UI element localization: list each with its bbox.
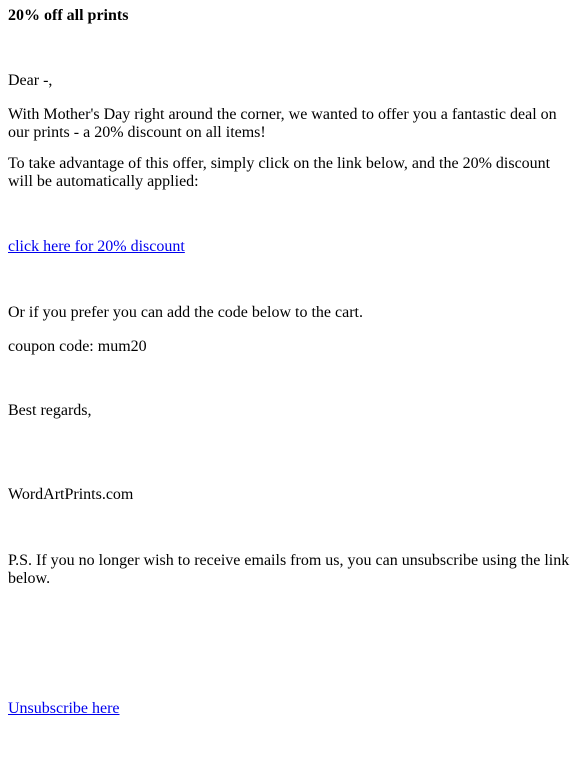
signoff-text: Best regards, xyxy=(8,402,92,419)
greeting-text: Dear -, xyxy=(8,72,53,89)
alternative-paragraph: Or if you prefer you can add the code below to the cart. xyxy=(8,304,363,321)
unsubscribe-link[interactable]: Unsubscribe here xyxy=(8,700,120,717)
discount-link[interactable]: click here for 20% discount xyxy=(8,238,185,255)
discount-link-line xyxy=(8,238,570,256)
email-subject-heading: 20% off all prints xyxy=(8,7,129,24)
sender-name: WordArtPrints.com xyxy=(8,486,134,503)
intro-paragraph: With Mother's Day right around the corner, we wanted to offer you a fantastic deal on our prints - a 20% discount on all items! xyxy=(8,106,557,141)
instructions-paragraph: To take advantage of this offer, simply click on the link below, and the 20% discount will be automatically applied: xyxy=(8,155,551,190)
ps-paragraph: P.S. If you no longer wish to receive emails from us, you can unsubscribe using the link below. xyxy=(8,552,570,587)
coupon-code-text: coupon code: mum20 xyxy=(8,338,147,355)
unsubscribe-link-line xyxy=(8,700,570,718)
